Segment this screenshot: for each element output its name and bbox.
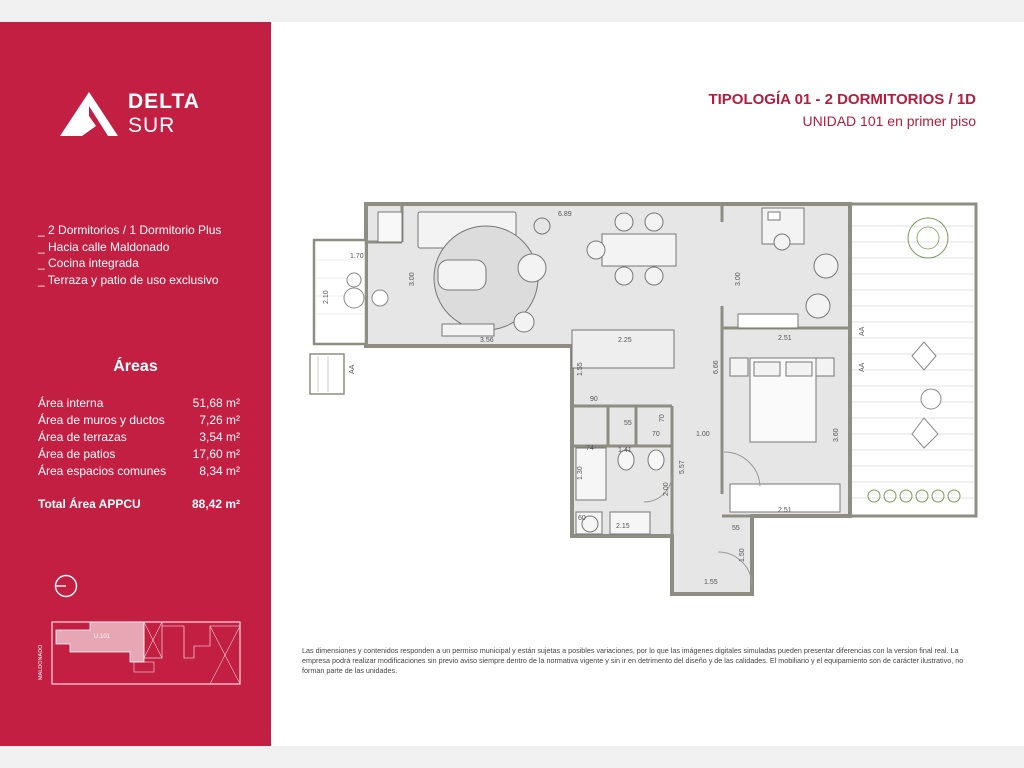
disclaimer-text: Las dimensiones y contenidos responden a un permiso municipal y están sujetas a posibles variaciones, por lo que las imágenes digitales simuladas pueden presentar diferencias con la version final real. La empresa podrá realizar modificaciones sin previo aviso siempre dentro de la normativa vigente y sin ir en detrimento del diseño y de las calidades. El mobiliario y el equipamiento son de carácter ilustrativo, no forman parte de las unidades. (302, 646, 964, 675)
areas-title: Áreas (113, 358, 158, 375)
ac-unit-label: AA (859, 362, 866, 372)
dimension-label: 3.00 (409, 272, 416, 286)
feature-item: _ Cocina integrada (38, 255, 221, 272)
delta-logo-icon (60, 92, 118, 136)
feature-item: _ Hacia calle Maldonado (38, 239, 221, 256)
key-plan (34, 618, 244, 688)
feature-list (38, 222, 221, 288)
dimension-label: 1.41 (618, 447, 632, 454)
area-total-value: 88,42 m² (191, 497, 240, 511)
dimension-label: 3.00 (735, 272, 742, 286)
dimension-label: 55 (624, 420, 632, 427)
terrace-area (850, 204, 976, 516)
dimension-label: 2.10 (323, 290, 330, 304)
dimension-label: 2.15 (616, 523, 630, 530)
area-label: Área de muros y ductos (38, 413, 165, 427)
north-compass-icon (54, 574, 78, 598)
feature-item: _ 2 Dormitorios / 1 Dormitorio Plus (38, 222, 221, 239)
area-row (38, 463, 240, 480)
dimension-label: 2.00 (663, 482, 670, 496)
area-label: Área espacios comunes (38, 464, 167, 478)
dimension-label: 2.51 (778, 335, 792, 342)
area-label: Área de patios (38, 447, 116, 461)
dimension-label: 1.55 (577, 362, 584, 376)
brand-name-line2: SUR (128, 114, 176, 137)
brand-logo (60, 90, 210, 140)
area-row (38, 429, 240, 446)
area-value: 3,54 m² (199, 430, 240, 444)
area-value: 17,60 m² (192, 447, 240, 461)
dimension-label: 1.55 (704, 579, 718, 586)
dimension-label: 1.00 (696, 431, 710, 438)
dimension-label: 70 (659, 414, 666, 422)
area-value: 7,26 m² (199, 413, 240, 427)
area-total-row (38, 496, 240, 513)
feature-item: _ Terraza y patio de uso exclusivo (38, 272, 221, 289)
area-label: Área interna (38, 396, 104, 410)
dimension-label: 74 (586, 445, 594, 452)
floor-plan (298, 196, 980, 598)
brand-name-line1: DELTA (128, 90, 200, 113)
area-label: Área de terrazas (38, 430, 127, 444)
area-row (38, 412, 240, 429)
dimension-label: 2.51 (778, 507, 792, 514)
ac-unit-label: AA (859, 326, 866, 336)
area-row (38, 446, 240, 463)
unit-subtitle: UNIDAD 101 en primer piso (802, 113, 976, 129)
area-row (38, 395, 240, 412)
dimension-label: 90 (590, 396, 598, 403)
dimension-label: 3.56 (480, 337, 494, 344)
dimension-label: 1.70 (350, 253, 364, 260)
sidebar (0, 22, 271, 746)
dimension-label: 6.89 (558, 211, 572, 218)
plan-header (708, 90, 976, 132)
area-total-label: Total Área APPCU (38, 497, 141, 511)
ac-unit-label: AA (349, 364, 356, 374)
areas-table (38, 395, 240, 513)
dimension-label: 55 (732, 525, 740, 532)
typology-title: TIPOLOGÍA 01 - 2 DORMITORIOS / 1D (708, 91, 976, 108)
dimension-label: 6.66 (713, 360, 720, 374)
dimension-label: 60 (578, 515, 586, 522)
dimension-label: 5.57 (679, 460, 686, 474)
dimension-label: 3.60 (833, 428, 840, 442)
keyplan-street-label: MALDONADO (38, 644, 44, 680)
dimension-label: 70 (652, 431, 660, 438)
area-value: 51,68 m² (192, 396, 240, 410)
dimension-label: 1.30 (577, 466, 584, 480)
dimension-label: 2.25 (618, 337, 632, 344)
keyplan-unit-label: U.101 (94, 634, 111, 640)
dimension-label: 1.50 (739, 548, 746, 562)
area-value: 8,34 m² (199, 464, 240, 478)
